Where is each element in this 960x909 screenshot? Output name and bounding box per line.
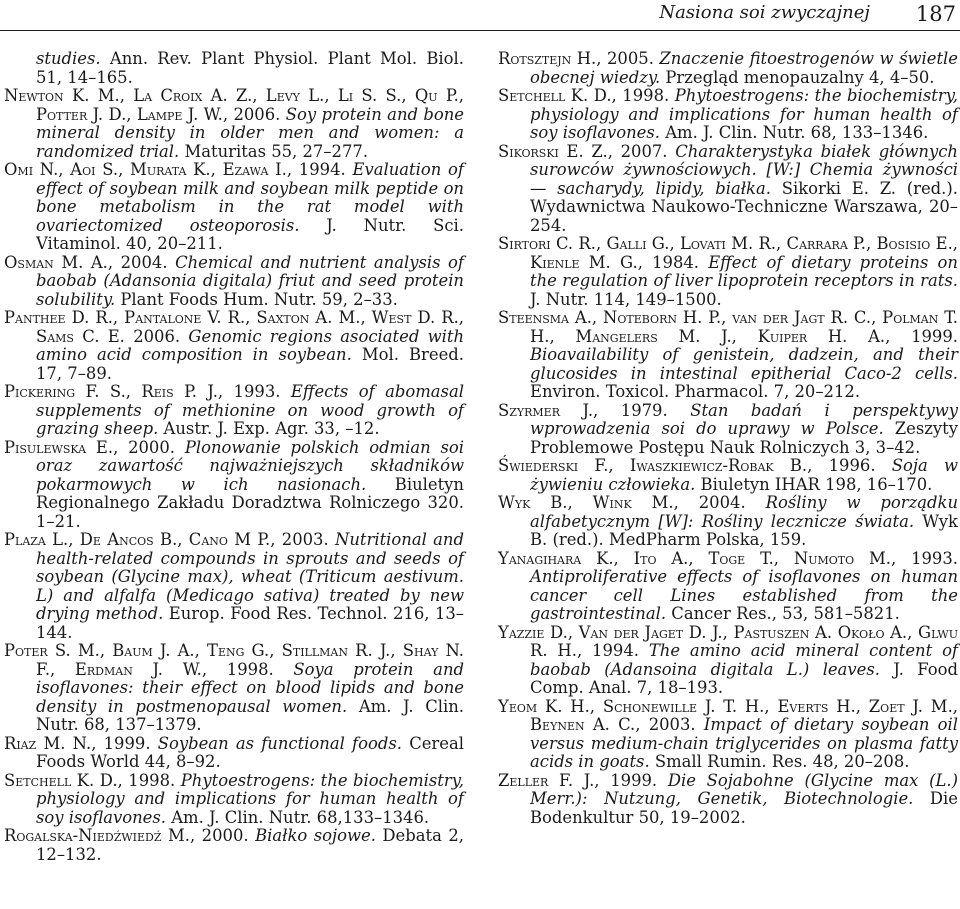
reference-authors: Setchell K. D.: [498, 86, 612, 105]
reference-title: Plonowanie polskich odmian soi oraz zawartość najważniejszych składników pokarmowych w ich nasionach.: [36, 437, 464, 494]
reference-source: Small Rumin. Res. 48, 20–208.: [649, 752, 910, 771]
reference-entry: [498, 87, 958, 143]
reference-entry: [498, 143, 958, 236]
reference-title: Soja w żywieniu człowieka.: [530, 456, 958, 494]
reference-source: Biuletyn IHAR 198, 16–170.: [695, 474, 933, 494]
reference-entry: [498, 698, 958, 772]
reference-title: Genomic regions asociated with amino acid composition in soybean.: [36, 326, 465, 364]
reference-authors: Pickering F. S., Reis P. J.: [4, 382, 218, 401]
reference-year: , 2000.: [113, 437, 185, 457]
reference-title: Phytoestrogens: the biochemistry, physiology and implications for human health of soy isoflavones.: [36, 770, 465, 827]
reference-source: Mol. Breed. 17, 7–89.: [36, 345, 464, 383]
reference-source: Zeszyty Problemowe Postępu Nauk Rolniczych 3, 3–42.: [530, 419, 958, 457]
reference-entry: [498, 50, 958, 87]
reference-source: Przegląd menopauzalny 4, 4–50.: [660, 67, 935, 87]
reference-entry: [4, 531, 464, 642]
reference-title: Rośliny w porządku alfabetycznym [W]: Rośliny lecznicze świata.: [530, 493, 958, 531]
reference-entry: [4, 87, 464, 161]
reference-year: , 2004.: [107, 252, 176, 272]
reference-year: , 2006.: [222, 104, 286, 124]
reference-authors: Setchell K. D.: [4, 770, 118, 790]
reference-authors: Steensma A., Noteborn H. P., van der Jagt R. C., Polman T. H., Mangelers M. J., Kuiper H. A.: [498, 308, 958, 346]
reference-source: Cereal Foods World 44, 8–92.: [36, 733, 464, 771]
reference-authors: Sirtori C. R., Galli G., Lovati M. R., Carrara P., Bosisio E., Kienle M. G.: [498, 234, 958, 272]
reference-authors: Pisulewska E.: [4, 437, 114, 457]
reference-authors: Riaz M. N.: [4, 733, 92, 753]
reference-title: Impact of dietary soybean oil versus medium-chain triglycerides on plasma fatty acids in goats.: [530, 715, 958, 771]
reference-authors: Panthee D. R., Pantalone V. R., Saxton A. M., West D. R., Sams C. E.: [4, 308, 464, 346]
references-left-column: [4, 50, 464, 864]
reference-entry: [498, 402, 958, 458]
reference-source: Am. J. Clin. Nutr. 68, 133–1346.: [659, 123, 929, 142]
reference-title: Soy protein and bone mineral density in older men and women: a randomized trial.: [36, 104, 464, 161]
reference-title: Die Sojabohne (Glycine max (L.) Merr.): Nutzung, Genetik, Biotechnologie.: [530, 770, 958, 808]
reference-title: studies.: [36, 49, 101, 68]
reference-title: Antiproliferative effects of isoflavones on human cancer cell Lines established from the gastrointestinal.: [530, 567, 958, 623]
reference-year: , 1994.: [286, 160, 353, 179]
header-rule: [0, 30, 960, 31]
reference-title: Phytoestrogens: the biochemistry, physiology and implications for human health of soy isoflavones.: [530, 86, 959, 142]
reference-source: Die Bodenkultur 50, 19–2002.: [530, 789, 959, 827]
reference-source: Plant Foods Hum. Nutr. 59, 2–33.: [115, 289, 398, 309]
reference-entry: [4, 642, 464, 735]
reference-source: Sikorki E. Z. (red.). Wydawnictwa Naukowo-Techniczne Warszawa, 20–254.: [530, 178, 958, 235]
reference-year: , 2003.: [270, 530, 336, 549]
reference-title: Białko sojowe.: [255, 826, 376, 845]
reference-entry: [4, 383, 464, 439]
reference-year: , 2003.: [635, 715, 704, 734]
reference-source: Maturitas 55, 27–277.: [179, 141, 369, 161]
reference-authors: Rogalska-Niedźwiedź M.: [4, 826, 190, 845]
reference-authors: Świederski F., Iwaszkiewicz-Robak B.: [498, 456, 808, 475]
reference-source: Environ. Toxicol. Pharmacol. 7, 20–212.: [530, 382, 861, 401]
reference-source: Biuletyn Regionalnego Zakładu Doradztwa Rolniczego 320. 1–21.: [36, 474, 464, 531]
reference-entry: [4, 827, 464, 864]
reference-entry: [4, 254, 464, 310]
reference-year: , 1998.: [117, 770, 181, 790]
reference-year: , 1999.: [885, 326, 959, 346]
reference-year: , 2007.: [607, 141, 676, 161]
reference-authors: Yazzie D., Van der Jaget D. J., Pastuszen A. Około A., Glwu R. H.: [498, 622, 958, 660]
reference-source: J. Food Comp. Anal. 7, 18–193.: [530, 659, 958, 697]
reference-authors: Sikorski E. Z.: [498, 141, 608, 161]
reference-source: Wyk B. (red.). MedPharm Polska, 159.: [530, 511, 958, 549]
reference-entry: [4, 772, 464, 828]
reference-authors: Zeller F. J.: [498, 770, 595, 790]
reference-source: J. Nutr. Sci. Vitaminol. 40, 20–211.: [36, 215, 464, 253]
reference-year: , 1999.: [91, 733, 158, 753]
reference-title: Charakterystyka białek głównych surowców żywnościowych. [W:] Chemia żywności — sacharydy, lipidy, białka.: [530, 141, 958, 198]
reference-year: , 2005.: [596, 49, 660, 68]
reference-entry: [4, 309, 464, 383]
reference-title: Effects of abomasal supplements of methionine on wood growth of grazing sheep.: [36, 382, 464, 438]
reference-source: Am. J. Clin. Nutr. 68,133–1346.: [165, 807, 430, 827]
reference-year: , 1999.: [594, 770, 668, 790]
reference-title: Chemical and nutrient analysis of baobab (Adansonia digitala) friut and seed protein solubility.: [36, 252, 464, 309]
reference-title: Effect of dietary proteins on the regulation of liver lipoprotein receptors in rats.: [530, 252, 958, 290]
references-right-column: [498, 50, 958, 827]
reference-authors: Omi N., Aoi S., Murata K., Ezawa I.: [4, 160, 287, 179]
reference-year: , 1993.: [217, 382, 291, 401]
reference-authors: Newton K. M., La Croix A. Z., Levy L., Li S. S., Qu P., Potter J. D., Lampe J. W.: [4, 86, 464, 124]
reference-title: Znaczenie fitoestrogenów w świetle obecnej wiedzy.: [530, 49, 958, 87]
reference-year: , 2004.: [673, 493, 766, 512]
page-number: 187: [915, 2, 956, 26]
reference-year: , 1994.: [576, 641, 649, 660]
reference-source: J. Nutr. 114, 149–1500.: [530, 289, 722, 309]
reference-year: 2006.: [124, 326, 189, 346]
reference-entry: [498, 550, 958, 624]
reference-title: Stan badań i perspektywy wprowadzenia soi do uprawy w Polsce.: [530, 400, 958, 438]
reference-entry: [4, 161, 464, 254]
reference-authors: Poter S. M., Baum J. A., Teng G., Stillman R. J., Shay N. F., Erdman J. W.: [4, 641, 464, 679]
reference-title: Soybean as functional foods.: [157, 733, 402, 753]
reference-entry: [498, 624, 958, 698]
reference-title: Nutritional and health-related compounds in sprouts and seeds of soybean (Glycine max), wheat (Triticum aestivum. L) and alfalfa (Medicago sativa) treated by new drying method.: [36, 530, 464, 623]
reference-title: Bioavailability of genistein, dadzein, and their glucosides in intestinal epitherial Caco-2 cells.: [530, 345, 958, 383]
reference-authors: Osman M. A.: [4, 252, 108, 272]
reference-authors: Plaza L., De Ancos B., Cano M P.: [4, 530, 271, 549]
reference-title: The amino acid mineral content of baobab (Adansoina digitala L.) leaves.: [530, 641, 959, 679]
reference-entry: [498, 772, 958, 828]
reference-title: Evaluation of effect of soybean milk and soybean milk peptide on bone metabolism in the rat model with ovariectomized osteoporosis.: [36, 160, 464, 235]
reference-authors: Rotsztejn H.: [498, 49, 597, 68]
reference-authors: Yeom K. H., Schonewille J. T. H., Everts H., Zoet J. M., Beynen A. C.: [498, 696, 958, 734]
reference-entry: [498, 494, 958, 550]
reference-source: Europ. Food Res. Technol. 216, 13–144.: [36, 604, 464, 642]
reference-entry: [4, 735, 464, 772]
reference-entry: [4, 50, 464, 87]
reference-title: Soya protein and isoflavones: their effect on blood lipids and bone density in postmenopausal women.: [36, 659, 464, 716]
page-header: [0, 0, 960, 40]
reference-source: Ann. Rev. Plant Physiol. Plant Mol. Biol. 51, 14–165.: [36, 49, 464, 87]
reference-year: , 1993.: [891, 548, 958, 568]
running-title: Nasiona soi zwyczajnej: [659, 2, 870, 23]
reference-year: , 1998.: [201, 659, 294, 679]
reference-year: , 2000.: [189, 826, 256, 845]
reference-year: , 1984.: [637, 252, 709, 272]
reference-source: Am. J. Clin. Nutr. 68, 137–1379.: [36, 696, 464, 734]
reference-year: , 1998.: [611, 86, 675, 105]
reference-year: , 1979.: [593, 400, 691, 420]
reference-authors: Yanagihara K., Ito A., Toge T., Numoto M.: [498, 548, 891, 568]
reference-year: , 1996.: [807, 456, 892, 475]
reference-source: Debata 2, 12–132.: [36, 826, 464, 864]
reference-entry: [498, 235, 958, 309]
reference-source: Cancer Res., 53, 581–5821.: [666, 604, 900, 623]
reference-authors: Szyrmer J.: [498, 400, 594, 420]
reference-source: Austr. J. Exp. Agr. 33, –12.: [158, 419, 380, 438]
reference-entry: [498, 457, 958, 494]
reference-entry: [4, 439, 464, 532]
reference-authors: Wyk B., Wink M.: [498, 493, 674, 512]
reference-entry: [498, 309, 958, 402]
